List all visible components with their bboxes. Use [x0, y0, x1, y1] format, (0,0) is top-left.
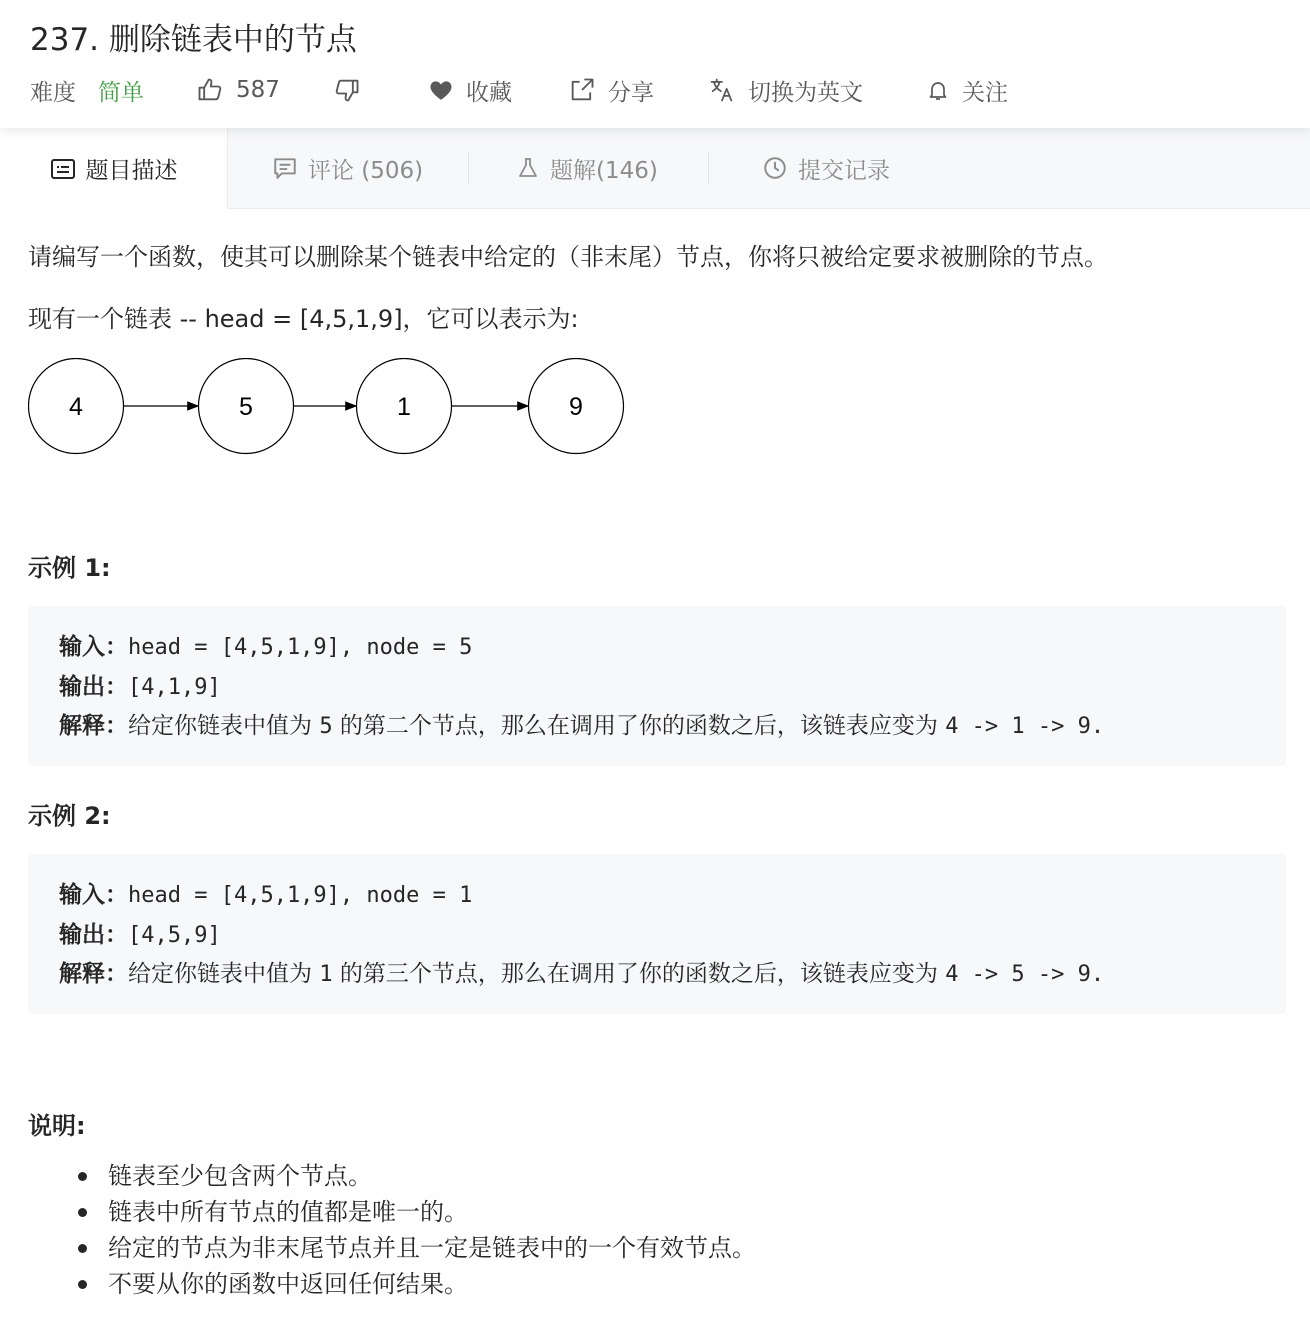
tab-comments[interactable] — [272, 128, 423, 208]
list-item: 不要从你的函数中返回任何结果。 — [28, 1266, 756, 1302]
list-item: 给定的节点为非末尾节点并且一定是链表中的一个有效节点。 — [28, 1230, 756, 1266]
share-label: 分享 — [608, 79, 654, 106]
dislike-button[interactable] — [333, 68, 373, 112]
tab-label: 提交记录 — [798, 157, 890, 184]
linked-list-intro: 现有一个链表 -- head = [4,5,1,9]，它可以表示为: — [28, 305, 579, 333]
description-icon — [50, 157, 76, 181]
list-node — [199, 359, 294, 454]
translate-icon — [708, 76, 736, 104]
tab-submissions[interactable] — [762, 128, 890, 208]
tab-label: 题解(146) — [550, 157, 658, 184]
list-node — [357, 359, 452, 454]
switch-language-label: 切换为英文 — [748, 79, 863, 106]
example-output: 输出：[4,1,9] — [59, 674, 221, 700]
example-explanation: 解释：给定你链表中值为 5 的第二个节点，那么在调用了你的函数之后，该链表应变为 4 -> 1 -> 9. — [59, 713, 1105, 739]
share-icon — [568, 76, 596, 104]
follow-button[interactable] — [926, 68, 1008, 112]
heart-icon — [428, 77, 454, 103]
tab-description[interactable] — [0, 128, 228, 209]
tab-label: 题目描述 — [85, 158, 178, 184]
example-block — [28, 854, 1286, 1014]
list-node — [529, 359, 624, 454]
example-heading: 示例 2: — [28, 802, 111, 830]
tab-divider — [708, 152, 709, 184]
example-block — [28, 606, 1286, 766]
flask-icon — [516, 155, 540, 181]
bell-icon — [926, 77, 950, 103]
tab-solutions[interactable] — [516, 128, 658, 208]
notes-list — [28, 1158, 756, 1302]
list-node — [29, 359, 124, 454]
node-value: 1 — [397, 393, 411, 421]
difficulty — [30, 68, 144, 112]
switch-language-button[interactable] — [708, 68, 863, 112]
problem-header — [0, 0, 1310, 128]
favorite-label: 收藏 — [466, 79, 512, 106]
problem-meta-bar — [0, 68, 1310, 112]
example-input: 输入：head = [4,5,1,9], node = 1 — [59, 882, 473, 908]
example-explanation: 解释：给定你链表中值为 1 的第三个节点，那么在调用了你的函数之后，该链表应变为 4 -> 5 -> 9. — [59, 961, 1105, 987]
node-value: 9 — [569, 393, 583, 421]
tab-bar — [0, 128, 1310, 209]
thumbs-down-icon — [333, 76, 361, 104]
like-button[interactable] — [196, 68, 280, 112]
tab-divider — [468, 152, 469, 184]
example-output: 输出：[4,5,9] — [59, 922, 221, 948]
difficulty-label: 难度 — [30, 79, 76, 106]
linked-list-diagram — [28, 358, 628, 458]
favorite-button[interactable] — [428, 68, 512, 112]
comment-icon — [272, 155, 298, 181]
node-value: 4 — [69, 393, 83, 421]
example-heading: 示例 1: — [28, 554, 111, 582]
tab-label: 评论 (506) — [308, 157, 424, 184]
thumbs-up-icon — [196, 76, 224, 104]
clock-icon — [762, 155, 788, 181]
difficulty-value: 简单 — [98, 79, 144, 106]
list-item: 链表至少包含两个节点。 — [28, 1158, 756, 1194]
example-input: 输入：head = [4,5,1,9], node = 5 — [59, 634, 473, 660]
share-button[interactable] — [568, 68, 654, 112]
follow-label: 关注 — [962, 79, 1008, 106]
like-count: 587 — [236, 77, 280, 103]
description-intro: 请编写一个函数，使其可以删除某个链表中给定的（非末尾）节点，你将只被给定要求被删除的节点。 — [28, 243, 1108, 271]
problem-title: 237. 删除链表中的节点 — [30, 22, 357, 58]
notes-heading: 说明: — [28, 1112, 86, 1140]
node-value: 5 — [239, 393, 253, 421]
list-item: 链表中所有节点的值都是唯一的。 — [28, 1194, 756, 1230]
